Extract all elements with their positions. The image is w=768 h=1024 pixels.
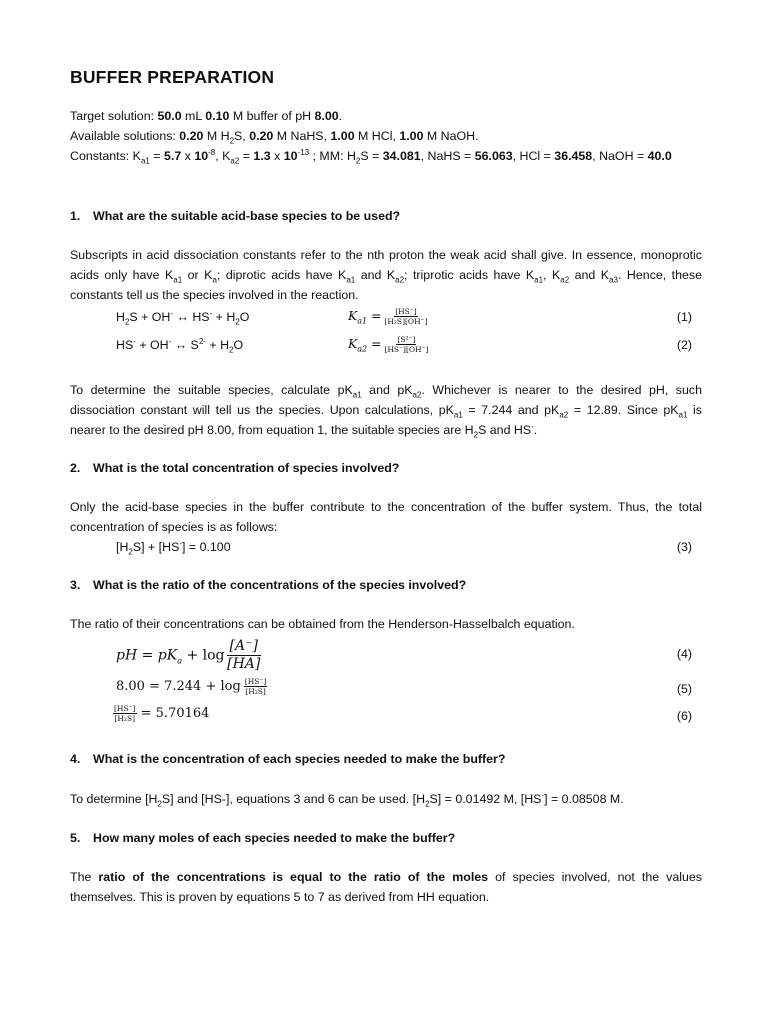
equation-4-henderson-hasselbalch: pH = $pK_a + \log$ $\frac{[A^-]}{[HA]}$ (116, 638, 261, 672)
question-4-paragraph: To determine $[H_2S]$ and [HS-], equations 3 and 6 can be used. $[H_2S] = 0.01492$ M, [HS-] = 0.08508 M. (70, 790, 624, 809)
question-1-paragraph-2: To determine the suitable species, calculate $pK_{a1}$ and $pK_{a2}$. Whichever is nearer to the desired pH, such dissociation constant will tell us the species. Upon calculations, $pK_{a1} = 7.244$ and $pK_{a2} = 12.89$. Since $pK_{a1}$ is nearer to the desired pH 8.00, from equation 1, the suitable species are $H_2S$ and HS-. (70, 383, 702, 440)
equation-2-ka2-expression: $K_{a2}$ = $\frac{\text{[S²⁻]}}{[HS^-][OH^-]}$ (348, 335, 429, 354)
given-data (70, 106, 702, 166)
equation-1-number: (1) (676, 310, 692, 324)
constants-line: Constants: $K_{a1} = 5.7$ x $10^{-8}$, $K_{a2} = 1.3$ x $10^{-13}$ ; MM: $H_2S = 34.081$, NaHS = 56.063, HCl = 36.458, NaOH = 40.0 (70, 147, 672, 166)
equation-6: $\frac{[HS^-]}{\text{[H₂S]}}$ = 5.70164 (114, 704, 210, 723)
equation-6-number: (6) (676, 709, 692, 723)
question-4-heading: 4. What is the concentration of each species needed to make the buffer? (70, 752, 506, 766)
question-2-heading: 2. What is the total concentration of species involved? (70, 461, 400, 475)
equation-5-number: (5) (676, 682, 692, 696)
question-5-paragraph: The ratio of the concentrations is equal to the ratio of the moles of species involved, not the values themselves. This is proven by equations 5 to 7 as derived from HH equation. (70, 870, 702, 904)
equation-2-reaction: HS- + OH- ↔ $S^{2-} + H_2O$ (116, 336, 244, 355)
question-3-heading: 3. What is the ratio of the concentrations of the species involved? (70, 578, 467, 592)
equation-1-ka1-expression: $K_{a1}$ = $\frac{[HS^-]}{\text{[H₂S][OH⁻]}}$ (348, 307, 428, 326)
equation-5: 8.00 = 7.244 + log $\frac{[HS^-]}{\text{[H₂S]}}$ (116, 677, 267, 696)
equation-2-number: (2) (676, 338, 692, 352)
equation-4-number: (4) (676, 647, 692, 661)
equation-3-number: (3) (676, 540, 692, 554)
document-title: BUFFER PREPARATION (70, 67, 275, 87)
equation-1-reaction: $H_2S + OH^-$ ↔ $HS^- + H_2O$ (116, 308, 250, 327)
equation-3: $[H_2S] + [HS^-] = 0.100$ (116, 538, 231, 557)
target-solution-line: Target solution: 50.0 mL 0.10 M buffer of pH 8.00. (70, 109, 343, 123)
question-2-paragraph: Only the acid-base species in the buffer contribute to the concentration of the buffer system. Thus, the total concentration of species is as follows: (70, 500, 702, 534)
available-solutions-line: Available solutions: 0.20 M $H_2S$, 0.20 M NaHS, 1.00 M HCl, 1.00 M NaOH. (70, 129, 479, 146)
question-5-heading: 5. How many moles of each species needed to make the buffer? (70, 831, 456, 845)
question-1-heading: 1. What are the suitable acid-base species to be used? (70, 209, 401, 223)
question-1-paragraph-1: Subscripts in acid dissociation constants refer to the nth proton the weak acid shall give. In essence, monoprotic acids only have $K_{a1}$ or $K_a$; diprotic acids have $K_{a1}$ and $K_{a2}$; triprotic acids have $K_{a1}$, $K_{a2}$ and $K_{a3}$. Hence, these constants tell us the species involved in the reaction. (70, 248, 702, 302)
question-3-paragraph: The ratio of their concentrations can be obtained from the Henderson-Hasselbalch equation. (70, 617, 575, 631)
